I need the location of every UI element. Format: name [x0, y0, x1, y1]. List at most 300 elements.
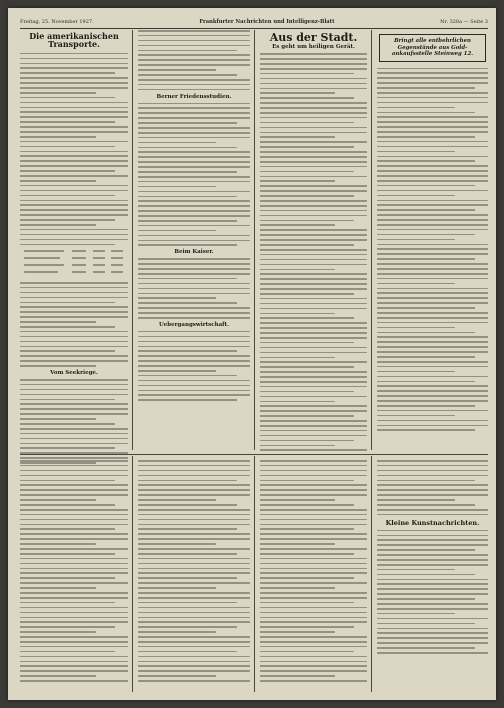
- text-line: [20, 292, 128, 294]
- text-line: [138, 156, 250, 158]
- text-line: [138, 132, 250, 134]
- text-line: [260, 278, 367, 280]
- text-line: [260, 366, 354, 368]
- text-line: [138, 646, 250, 648]
- article-body: [138, 460, 250, 682]
- text-line: [260, 136, 335, 138]
- text-line: [260, 342, 354, 344]
- text-line: [20, 494, 128, 496]
- text-line: [260, 264, 367, 266]
- text-line: [20, 67, 128, 69]
- text-line: [138, 307, 250, 309]
- text-line: [20, 282, 128, 284]
- text-line: [260, 587, 335, 589]
- text-line: [138, 528, 237, 530]
- text-line: [377, 244, 488, 246]
- text-line: [20, 58, 128, 60]
- text-line: [377, 146, 488, 148]
- text-line: [20, 87, 128, 89]
- text-line: [20, 165, 128, 167]
- text-line: [377, 559, 488, 561]
- text-line: [260, 440, 354, 442]
- text-line: [138, 399, 237, 401]
- text-line: [260, 597, 367, 599]
- text-line: [377, 263, 488, 265]
- text-line: [20, 452, 128, 454]
- text-line: [20, 602, 115, 604]
- text-line: [138, 89, 250, 91]
- text-line: [20, 413, 128, 415]
- text-line: [260, 626, 354, 628]
- text-line: [260, 607, 367, 609]
- text-line: [20, 651, 115, 653]
- text-line: [20, 553, 115, 555]
- text-line: [260, 53, 367, 55]
- text-line: [138, 215, 250, 217]
- text-line: [377, 297, 488, 299]
- text-line: [260, 166, 367, 168]
- text-line: [20, 346, 128, 348]
- text-line: [377, 539, 488, 541]
- text-line: [377, 126, 488, 128]
- text-line: [138, 186, 216, 188]
- text-line: [260, 288, 367, 290]
- text-line: [138, 336, 250, 338]
- text-line: [377, 341, 488, 343]
- text-line: [260, 636, 367, 638]
- text-line: [138, 225, 250, 227]
- text-line: [138, 558, 250, 560]
- text-line: [20, 200, 128, 202]
- text-line: [377, 268, 488, 270]
- text-line: [377, 332, 475, 334]
- text-line: [20, 331, 128, 333]
- text-line: [260, 190, 367, 192]
- text-line: [260, 514, 367, 516]
- text-line: [20, 558, 128, 560]
- text-line: [20, 656, 128, 658]
- text-line: [260, 445, 335, 447]
- text-line: [377, 214, 488, 216]
- text-line: [377, 224, 488, 226]
- text-line: [260, 420, 367, 422]
- text-line: [377, 204, 488, 206]
- text-line: [260, 533, 367, 535]
- text-line: [377, 425, 488, 427]
- text-line: [138, 258, 250, 260]
- text-line: [377, 273, 488, 275]
- text-line: [138, 112, 250, 114]
- text-line: [260, 73, 354, 75]
- text-line: [20, 379, 128, 381]
- text-line: [20, 460, 128, 462]
- text-line: [20, 428, 128, 430]
- text-line: [138, 331, 250, 333]
- text-line: [377, 509, 488, 511]
- text-line: [138, 147, 237, 149]
- text-line: [138, 543, 216, 545]
- text-line: [138, 346, 250, 348]
- text-line: [377, 160, 475, 162]
- text-line: [377, 351, 488, 353]
- text-line: [20, 617, 128, 619]
- text-line: [377, 499, 455, 501]
- column-2: [138, 30, 250, 404]
- text-line: [20, 350, 115, 352]
- text-line: [377, 346, 488, 348]
- text-line: [138, 350, 237, 352]
- text-line: [260, 538, 367, 540]
- text-line: [377, 642, 488, 644]
- text-line: [260, 504, 354, 506]
- text-line: [377, 165, 488, 167]
- column-divider: [371, 456, 372, 692]
- text-line: [20, 457, 128, 459]
- text-line: [260, 553, 354, 555]
- text-line: [20, 621, 128, 623]
- text-line: [377, 175, 488, 177]
- text-line: [138, 161, 250, 163]
- shipping-table: [20, 248, 128, 278]
- text-line: [377, 156, 488, 158]
- text-line: [377, 322, 488, 324]
- text-line: [20, 209, 128, 211]
- text-line: [20, 146, 115, 148]
- text-line: [20, 626, 115, 628]
- text-line: [138, 675, 216, 677]
- text-line: [20, 107, 128, 109]
- text-line: [20, 607, 128, 609]
- text-line: [377, 613, 455, 615]
- gold-collection-ad: [379, 34, 486, 62]
- text-line: [20, 577, 115, 579]
- column-divider: [371, 30, 372, 450]
- text-line: [138, 592, 250, 594]
- page-header: [20, 16, 488, 29]
- text-line: [20, 641, 128, 643]
- text-line: [377, 185, 475, 187]
- text-line: [260, 543, 335, 545]
- text-line: [377, 92, 488, 94]
- text-line: [260, 78, 367, 80]
- header-paper-name: Frankfurter Nachrichten und Intelligenz-Blatt: [199, 19, 335, 25]
- text-line: [20, 636, 128, 638]
- article-body: [138, 103, 250, 246]
- text-line: [20, 131, 128, 133]
- article-headline: Aus der Stadt.: [269, 31, 358, 44]
- text-line: [377, 195, 455, 197]
- text-line: [260, 489, 367, 491]
- text-line: [138, 205, 250, 207]
- text-line: [260, 176, 367, 178]
- text-line: [260, 195, 354, 197]
- text-line: [260, 337, 367, 339]
- text-line: [260, 524, 367, 526]
- text-line: [138, 607, 250, 609]
- text-line: [138, 84, 250, 86]
- text-line: [20, 399, 115, 401]
- text-line: [20, 244, 115, 246]
- text-line: [138, 553, 237, 555]
- text-line: [20, 151, 128, 153]
- text-line: [138, 50, 237, 52]
- text-line: [260, 361, 367, 363]
- text-line: [377, 603, 488, 605]
- text-line: [260, 499, 335, 501]
- text-line: [260, 572, 367, 574]
- text-line: [138, 30, 250, 32]
- text-line: [20, 528, 115, 530]
- text-line: [260, 357, 335, 359]
- text-line: [20, 111, 128, 113]
- text-line: [377, 307, 475, 309]
- text-line: [138, 293, 250, 295]
- text-line: [20, 297, 128, 299]
- text-line: [377, 465, 488, 467]
- text-line: [260, 430, 367, 432]
- text-line: [20, 155, 128, 157]
- text-line: [260, 171, 354, 173]
- text-line: [377, 390, 488, 392]
- text-line: [138, 263, 250, 265]
- text-line: [377, 190, 488, 192]
- text-line: [260, 283, 367, 285]
- text-line: [260, 519, 367, 521]
- text-line: [377, 170, 488, 172]
- text-line: [20, 287, 128, 289]
- lower-column-2: [138, 460, 250, 685]
- text-line: [20, 160, 128, 162]
- text-line: [377, 628, 488, 630]
- text-line: [377, 385, 488, 387]
- text-line: [377, 239, 455, 241]
- text-line: [20, 195, 115, 197]
- section-headline: Vom Seekriege.: [50, 370, 98, 376]
- text-line: [260, 391, 354, 393]
- text-line: [377, 652, 488, 654]
- text-line: [377, 292, 488, 294]
- text-line: [20, 543, 96, 545]
- text-line: [20, 433, 128, 435]
- text-line: [377, 72, 488, 74]
- text-line: [20, 438, 128, 440]
- section-headline: Beim Kaiser.: [174, 249, 214, 256]
- text-line: [20, 121, 115, 123]
- text-line: [138, 519, 250, 521]
- text-line: [138, 514, 250, 516]
- text-line: [377, 429, 475, 431]
- text-line: [377, 312, 488, 314]
- text-line: [260, 293, 354, 295]
- text-line: [377, 317, 488, 319]
- text-line: [138, 636, 250, 638]
- text-line: [138, 297, 216, 299]
- text-line: [377, 480, 475, 482]
- text-line: [377, 530, 488, 532]
- article-body: [138, 258, 250, 318]
- text-line: [377, 405, 475, 407]
- text-line: [260, 435, 367, 437]
- text-line: [20, 389, 128, 391]
- text-line: [138, 191, 250, 193]
- text-line: [260, 347, 367, 349]
- text-line: [377, 494, 488, 496]
- text-line: [377, 608, 488, 610]
- text-line: [260, 185, 367, 187]
- lower-column-4: [377, 460, 488, 657]
- text-line: [20, 480, 115, 482]
- text-line: [260, 83, 367, 85]
- article-body: [138, 331, 250, 401]
- text-line: [260, 617, 367, 619]
- text-line: [377, 356, 475, 358]
- text-line: [138, 142, 216, 144]
- text-line: [20, 587, 96, 589]
- text-line: [260, 425, 367, 427]
- section-headline: Uebergangswirtschaft.: [159, 321, 229, 328]
- article-body: [20, 460, 128, 682]
- text-line: [138, 74, 237, 76]
- text-line: [20, 504, 115, 506]
- text-line: [138, 137, 250, 139]
- text-line: [138, 582, 250, 584]
- text-line: [377, 258, 475, 260]
- text-line: [260, 122, 354, 124]
- text-line: [138, 268, 250, 270]
- text-line: [138, 151, 250, 153]
- text-line: [138, 524, 250, 526]
- text-line: [260, 102, 367, 104]
- text-line: [377, 229, 488, 231]
- text-line: [138, 176, 250, 178]
- text-line: [260, 449, 367, 451]
- text-line: [20, 670, 128, 672]
- article-body: [377, 460, 488, 515]
- text-line: [377, 68, 488, 70]
- article-body: [138, 30, 250, 90]
- text-line: [377, 623, 475, 625]
- text-line: [260, 107, 367, 109]
- text-line: [138, 670, 250, 672]
- text-line: [260, 92, 335, 94]
- text-line: [260, 475, 367, 477]
- article-body: [377, 530, 488, 654]
- text-line: [260, 386, 367, 388]
- text-line: [20, 548, 128, 550]
- text-line: [20, 538, 128, 540]
- text-line: [138, 626, 237, 628]
- text-line: [260, 239, 367, 241]
- text-line: [377, 632, 488, 634]
- text-line: [377, 569, 455, 571]
- text-line: [20, 384, 128, 386]
- text-line: [138, 220, 237, 222]
- text-line: [138, 59, 250, 61]
- text-line: [138, 69, 216, 71]
- text-line: [20, 77, 128, 79]
- text-line: [260, 582, 367, 584]
- text-line: [20, 224, 96, 226]
- text-line: [20, 63, 128, 65]
- text-line: [138, 235, 250, 237]
- text-line: [377, 200, 488, 202]
- text-line: [377, 327, 455, 329]
- article-body: [377, 68, 488, 432]
- text-line: [377, 180, 488, 182]
- text-line: [138, 617, 250, 619]
- text-line: [20, 180, 96, 182]
- text-line: [20, 302, 115, 304]
- text-line: [377, 489, 488, 491]
- text-line: [20, 336, 128, 338]
- text-line: [138, 641, 250, 643]
- text-line: [260, 646, 367, 648]
- text-line: [138, 380, 250, 382]
- text-line: [260, 205, 367, 207]
- text-line: [377, 361, 488, 363]
- text-line: [260, 656, 367, 658]
- text-line: [377, 415, 455, 417]
- text-line: [20, 499, 96, 501]
- text-line: [260, 352, 367, 354]
- text-line: [20, 141, 128, 143]
- article-subheadline: Es geht um heiligen Gerät.: [272, 43, 355, 50]
- text-line: [138, 680, 250, 682]
- text-line: [138, 499, 216, 501]
- text-line: [260, 200, 367, 202]
- column-3: [260, 30, 367, 454]
- article-body: [20, 53, 128, 245]
- text-line: [138, 484, 250, 486]
- text-line: [138, 365, 250, 367]
- text-line: [138, 656, 250, 658]
- text-line: [20, 563, 128, 565]
- text-line: [20, 321, 96, 323]
- text-line: [260, 234, 367, 236]
- ad-text: Bringt alle entbehrlichen Gegenstände aus Gold- ankaufsstelle Steinweg 12.: [391, 38, 474, 57]
- text-line: [377, 618, 488, 620]
- text-line: [20, 408, 128, 410]
- text-line: [377, 535, 488, 537]
- text-line: [20, 665, 128, 667]
- text-line: [138, 612, 250, 614]
- text-line: [20, 365, 96, 367]
- text-line: [377, 121, 488, 123]
- text-line: [20, 190, 128, 192]
- text-line: [138, 40, 250, 42]
- text-line: [260, 460, 367, 462]
- text-line: [20, 568, 128, 570]
- text-line: [138, 35, 250, 37]
- text-line: [260, 509, 367, 511]
- text-line: [260, 112, 367, 114]
- text-line: [138, 317, 250, 319]
- text-line: [20, 470, 128, 472]
- text-line: [260, 151, 367, 153]
- text-line: [20, 597, 128, 599]
- text-line: [260, 670, 367, 672]
- text-line: [260, 494, 367, 496]
- text-line: [20, 514, 128, 516]
- text-line: [20, 326, 115, 328]
- text-line: [377, 136, 475, 138]
- text-line: [138, 302, 237, 304]
- text-line: [138, 563, 250, 565]
- text-line: [138, 312, 250, 314]
- text-line: [260, 548, 367, 550]
- text-line: [20, 185, 128, 187]
- text-line: [260, 269, 335, 271]
